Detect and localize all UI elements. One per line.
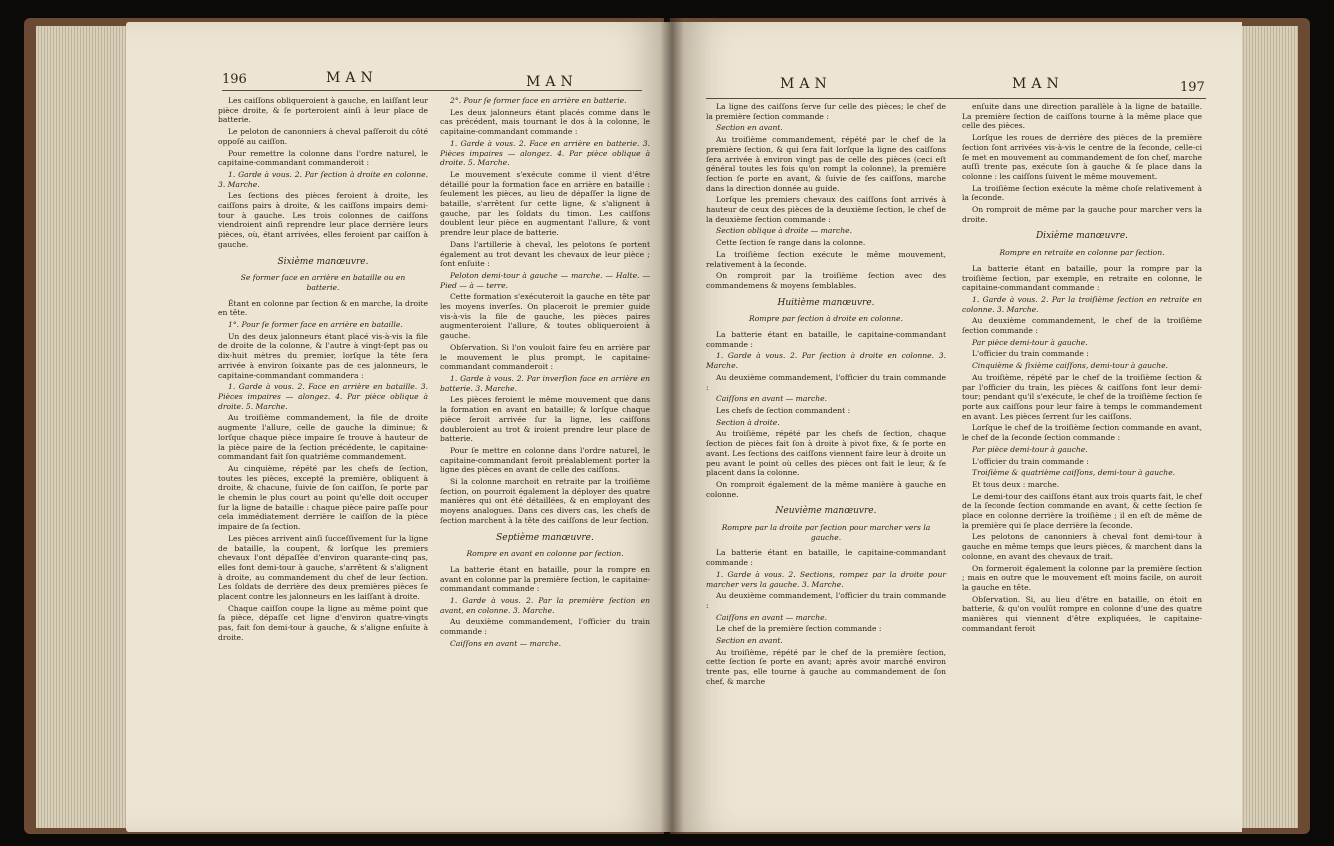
paragraph: Au cinquième, répété par les chefs de ſection, toutes les pièces, excepté la première, obliquent à droite, & chacune, ſuivie de ſon caiſſon, ſe porte par le chemin le plus court au point qu'elle doit occuper ſur la ligne de bataille : chaque pièce paire paſſe pour cela immédiatement derrière le caiſſon de la pièce impaire de ſa ſection. <box>218 463 428 532</box>
paragraph: Les deux jalonneurs étant placés comme dans le cas précédent, mais tournant le dos à la colonne, le capitaine-commandant commande : <box>440 107 650 137</box>
paragraph: La troiſième ſection exécute le même mouvement, relativement à la ſeconde. <box>706 249 946 269</box>
paragraph: Au troiſième, répété par le chef de la première ſection, cette ſection ſe porte en avant; après avoir marché environ trente pas, elle tourne à gauche au commandement de ſon chef, & marche <box>706 647 946 686</box>
header-rule <box>706 98 1206 99</box>
paragraph: Le peloton de canonniers à cheval paſſeroit du côté oppoſé au caiſſon. <box>218 127 428 146</box>
command-line: 1. Garde à vous. 2. Sections, rompez par la droite pour marcher vers la gauche. 3. Marche. <box>706 569 946 589</box>
command-line: Caiſſons en avant — marche. <box>450 638 562 648</box>
page-number: 197 <box>1180 80 1205 95</box>
paragraph: Au troiſième commandement, la file de droite augmente l'allure, celle de gauche la diminue; & lorſque chaque pièce impaire ſe trouve à hauteur de la pièce paire de la ſection précédente, le capitaine-commandant fait ſon quatrième commandement. <box>218 413 428 462</box>
command-line: Cinquième & ſixième caiſſons, demi-tour à gauche. <box>972 361 1169 371</box>
command-line: 1. Garde à vous. 2. Face en arrière en batterie. 3. Pièces impaires — alongez. 4. Par pièce oblique à droite. 5. Marche. <box>440 138 650 168</box>
paragraph: Lorſque le chef de la troiſième ſection commande en avant, le chef de la ſeconde ſection commande : <box>962 423 1202 443</box>
paragraph: On romproit également de la même manière à gauche en colonne. <box>706 479 946 499</box>
section-subtitle: Rompre en avant en colonne par ſection. <box>466 549 624 559</box>
paragraph: Un des deux jalonneurs étant placé vis-à-vis la file de droite de la colonne, & l'autre à vingt-ſept pas ou dix-huit mètres du premier, lorſque la tête ſera arrivée à environ ſoixante pas de ces jalonneurs, le capitaine-commandant commandera : <box>218 331 428 380</box>
paragraph: L'officier du train commande : <box>972 456 1089 466</box>
section-heading: Huitième manœuvre. <box>777 297 875 308</box>
column-left <box>218 96 428 645</box>
column-right <box>962 102 1202 635</box>
paragraph: Au troiſième, répété par les chefs de ſection, chaque ſection de pièces fait ſon à droite à pivot fixe, & ſe porte en avant. Les ſections des caiſſons viennent faire leur à droite un peu avant le point où celles des pièces ont fait le leur, & ſe placent dans la colonne. <box>706 429 946 478</box>
paragraph: Les ſections des pièces feroient à droite, les caiſſons pairs à droite, & les caiſſons impairs demi-tour à gauche. Les trois colonnes de caiſſons viendroient ainſi reprendre leur place derrière leurs pièces, où, étant arrivées, elles feroient par caiſſon à gauche. <box>218 191 428 249</box>
section-heading: Dixième manœuvre. <box>1035 231 1129 242</box>
paragraph: Le mouvement s'exécute comme il vient d'être détaillé pour la formation face en arrière en bataille : ſeulement les pièces, au lieu de dépaſſer la ligne de bataille, s'arrêtent ſur cette ligne, & s'alignent à gauche, par les ſoldats du timon. Les caiſſons doublent leur pièce en augmentant l'allure, & vont prendre leur place de batterie. <box>440 169 650 238</box>
command-line: 2°. Pour ſe former face en arrière en batterie. <box>450 96 627 105</box>
paragraph: Les pièces arrivent ainſi ſucceſſivement ſur la ligne de bataille, la coupent, & lorſque les premiers chevaux l'ont dépaſſée d'environ quarante-cinq pas, elles font demi-tour à gauche, s'arrêtent & s'alignent à droite, au commandement du chef de leur ſection. Les ſoldats de derrière des deux premières pièces ſe placent contre les jalonneurs en les laiſſant à droite. <box>218 533 428 602</box>
command-line: Caiſſons en avant — marche. <box>716 612 828 622</box>
header-rule <box>222 90 642 91</box>
paragraph: On formeroit également la colonne par la première ſection ; mais en outre que le mouvement eſt moins facile, on auroit la gauche en tête. <box>962 563 1202 592</box>
book-gutter <box>660 18 684 834</box>
paragraph: Au deuxième commandement, l'officier du train commande : <box>706 372 946 392</box>
paragraph: Et tous deux : marche. <box>972 479 1060 489</box>
right-page <box>672 22 1242 832</box>
paragraph: Au deuxième commandement, l'officier du train commande : <box>706 591 946 610</box>
section-subtitle: Rompre par la droite par ſection pour marcher vers la gauche. <box>721 523 931 542</box>
command-line: 1. Garde à vous. 2. Par la première ſection en avant, en colonne. 3. Marche. <box>440 596 650 615</box>
command-line: 1. Garde à vous. 2. Par inverſion face en arrière en batterie. 3. Marche. <box>440 373 650 393</box>
paragraph: La batterie étant en bataille, le capitaine-commandant commande : <box>706 548 946 568</box>
paragraph: On romproit de même par la gauche pour marcher vers la droite. <box>962 205 1202 224</box>
paragraph: Au troiſième, répété par le chef de la troiſième ſection & par l'officier du train, les pièces & caiſſons font leur demi-tour; pendant qu'il s'exécute, le chef de la troiſième ſection ſe porte aux caiſſons pour leur faire à temps le commandement en avant. Les pièces ſerrent ſur les caiſſons. <box>962 372 1202 421</box>
paragraph: Si la colonne marchoit en retraite par la troiſième ſection, on pourroit également la déployer des quatre manières qui ont été détaillées, & en employant des moyens analogues. Dans ces divers cas, les chefs de ſection marchent à la tête des caiſſons de leur ſection. <box>440 477 650 525</box>
paragraph: Au deuxième commandement, l'officier du train commande : <box>440 617 650 637</box>
section-heading: Sixième manœuvre. <box>277 256 369 267</box>
command-line: 1. Garde à vous. 2. Par la troiſième ſection en retraite en colonne. 3. Marche. <box>962 294 1202 314</box>
paragraph: Au deuxième commandement, le chef de la troiſième ſection commande : <box>962 316 1202 336</box>
paragraph: Les caiſſons obliqueroient à gauche, en laiſſant leur pièce droite, & ſe porteroient ainſi à leur place de batterie. <box>218 96 428 125</box>
command-line: 1. Garde à vous. 2. Par ſection à droite en colonne. 3. Marche. <box>706 351 946 371</box>
paragraph: Cette ſection ſe range dans la colonne. <box>716 238 866 248</box>
paragraph: La ligne des caiſſons ſerve ſur celle des pièces; le chef de la première ſection commande : <box>706 102 946 121</box>
command-line: Section oblique à droite — marche. <box>716 226 853 236</box>
running-head-right-col: MAN <box>1012 76 1064 92</box>
section-subtitle: Rompre en retraite en colonne par ſection. <box>999 248 1165 258</box>
page-number: 196 <box>222 72 247 87</box>
command-line: Section en avant. <box>716 123 783 133</box>
paragraph: La batterie étant en bataille, pour la rompre en avant en colonne par la première ſection, le capitaine-commandant commande : <box>440 564 650 594</box>
section-heading: Septième manœuvre. <box>496 532 594 543</box>
paragraph: Cette formation s'exécuteroit la gauche en tête par les moyens inverſes. On placeroit le premier guide vis-à-vis la file de gauche, les pièces paires augmenteroient l'allure, & toutes obliqueroient à gauche. <box>440 292 650 341</box>
paragraph: Les chefs de ſection commandent : <box>716 405 851 415</box>
running-head: MAN <box>326 70 378 86</box>
running-head-right-col: MAN <box>526 74 578 90</box>
paragraph: Obſervation. Si l'on vouloit faire feu en arrière par le mouvement le plus prompt, le capitaine-commandant commanderoit : <box>440 342 650 372</box>
running-head: MAN <box>780 76 832 92</box>
section-heading: Neuvième manœuvre. <box>775 506 877 517</box>
paragraph: Les pelotons de canonniers à cheval font demi-tour à gauche en même temps que leurs pièces, & marchent dans la colonne, en avant des chevaux de trait. <box>962 532 1202 561</box>
paragraph: enſuite dans une direction parallèle à la ligne de bataille. La première ſection de caiſſons tourne à la même place que celle des pièces. <box>962 102 1202 131</box>
column-left <box>706 102 946 689</box>
column-right <box>440 96 650 651</box>
paragraph: Pour ſe mettre en colonne dans l'ordre naturel, le capitaine-commandant feroit préalablement porter la ligne des pièces en avant de celle des caiſſons. <box>440 445 650 475</box>
paragraph: Chaque caiſſon coupe la ligne au même point que ſa pièce, dépaſſe cet ligne d'environ quatre-vingts pas, fait ſon demi-tour à gauche, & s'aligne enſuite à droite. <box>218 603 428 642</box>
paragraph: Lorſque les premiers chevaux des caiſſons ſont arrivés à hauteur de ceux des pièces de la deuxième ſection, le chef de la deuxième ſection commande : <box>706 195 946 224</box>
paragraph: On romproit par la troiſième ſection avec des commandemens & moyens ſemblables. <box>706 271 946 290</box>
paragraph: Les pièces feroient le même mouvement que dans la formation en avant en bataille; & lorſque chaque pièce ſeroit arrivée ſur la ligne, les caiſſons doubleroient au trot & iroient prendre leur place de batterie. <box>440 395 650 444</box>
command-line: Par pièce demi-tour à gauche. <box>972 444 1088 454</box>
paragraph: La batterie étant en bataille, le capitaine-commandant commande : <box>706 330 946 349</box>
paragraph: Obſervation. Si, au lieu d'être en bataille, on étoit en batterie, & qu'on voulût rompre en colonne d'une des quatre manières qui viennent d'être expliquées, le capitaine-commandant feroit <box>962 594 1202 633</box>
command-line: Peloton demi-tour à gauche — marche. — Halte. — Pied — à — terre. <box>440 270 650 290</box>
paragraph: Le demi-tour des caiſſons étant aux trois quarts fait, le chef de la ſeconde ſection commande en avant, & cette ſection ſe place en colonne derrière la troiſième ; il en eſt de même de la première qui ſe place derrière la ſeconde. <box>962 491 1202 530</box>
command-line: Par pièce demi-tour à gauche. <box>972 337 1088 347</box>
left-page-edges <box>36 26 128 828</box>
command-line: 1. Garde à vous. 2. Par ſection à droite en colonne. 3. Marche. <box>218 169 428 189</box>
paragraph: L'officier du train commande : <box>972 349 1089 359</box>
command-line: Caiſſons en avant — marche. <box>716 394 828 404</box>
paragraph: Étant en colonne par ſection & en marche, la droite en tête. <box>218 298 428 318</box>
section-subtitle: Se former face en arrière en bataille ou en batterie. <box>240 273 406 292</box>
paragraph: La troiſième ſection exécute la même choſe relativement à la ſeconde. <box>962 183 1202 203</box>
paragraph: Lorſque les roues de derrière des pièces de la première ſection ſont arrivées vis-à-vis le centre de la ſeconde, celle-ci ſe met en mouvement au commandement de ſon chef, marche auſſi trente pas, exécute ſon à gauche & ſe place dans la colonne : les caiſſons ſuivent le même mouvement. <box>962 133 1202 181</box>
command-line: 1°. Pour ſe former face en arrière en bataille. <box>228 320 403 330</box>
command-line: Section en avant. <box>716 636 783 646</box>
left-page <box>126 22 674 832</box>
command-line: 1. Garde à vous. 2. Face en arrière en bataille. 3. Pièces impaires — alongez. 4. Par pièce oblique à droite. 5. Marche. <box>218 382 428 411</box>
paragraph: La batterie étant en bataille, pour la rompre par la troiſième ſection, par exemple, en retraite en colonne, le capitaine-commandant commande : <box>962 263 1202 293</box>
paragraph: Dans l'artillerie à cheval, les pelotons ſe portent également au trot devant les chevaux de leur pièce ; ſont enſuite : <box>440 239 650 269</box>
command-line: Section à droite. <box>716 417 780 427</box>
command-line: Troiſième & quatrième caiſſons, demi-tour à gauche. <box>972 468 1176 478</box>
paragraph: Le chef de la première ſection commande : <box>716 624 882 634</box>
paragraph: Au troiſième commandement, répété par le chef de la première ſection, & qui ſera fait lorſque la ligne des caiſſons ſera arrivée à environ vingt pas de celle des pièces (ceci eſt général toutes les fois qu'on rompt la colonne), la première ſection ſe porte en avant, & ſuivie de ſes caiſſons, marche dans la direction donnée au guide. <box>706 135 946 193</box>
paragraph: Pour remettre la colonne dans l'ordre naturel, le capitaine-commandant commanderoit : <box>218 148 428 168</box>
section-subtitle: Rompre par ſection à droite en colonne. <box>749 314 903 324</box>
right-page-edges <box>1238 26 1298 828</box>
